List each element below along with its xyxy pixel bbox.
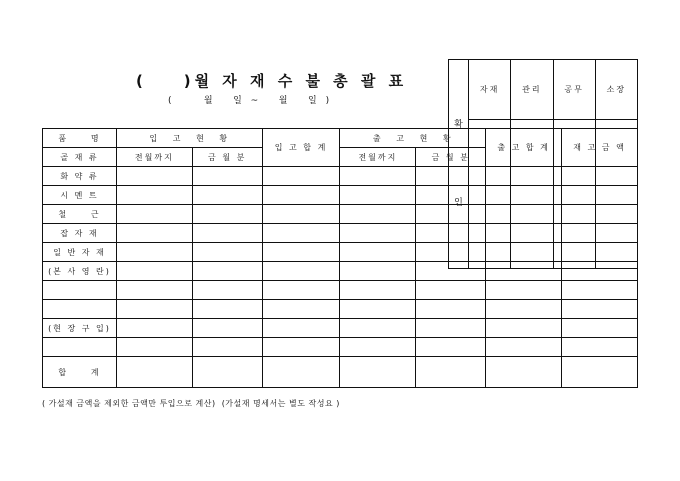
table-cell[interactable]: [416, 319, 486, 338]
form-title: ( )월 자 재 수 불 총 괄 표: [136, 72, 408, 90]
table-cell[interactable]: [116, 186, 192, 205]
table-cell[interactable]: [192, 319, 262, 338]
table-cell[interactable]: [416, 224, 486, 243]
row-label: [43, 300, 117, 319]
table-cell[interactable]: [116, 167, 192, 186]
total-row: [43, 357, 638, 388]
table-cell[interactable]: [562, 300, 638, 319]
incoming-total-header: 입 고 합 계: [262, 129, 340, 167]
row-label: [43, 281, 117, 300]
table-cell[interactable]: [562, 319, 638, 338]
outgoing-prev-month-header: 전월까지: [340, 148, 416, 167]
table-cell[interactable]: [486, 262, 562, 281]
table-cell[interactable]: [416, 357, 486, 388]
table-cell[interactable]: [192, 281, 262, 300]
approver-heading: 공무: [553, 60, 595, 120]
date-range-subtitle: ( 월 일 ~ 월 일 ): [168, 96, 333, 106]
table-cell[interactable]: [262, 205, 340, 224]
table-cell[interactable]: [116, 281, 192, 300]
table-row: [43, 205, 638, 224]
total-label: 합 계: [43, 357, 117, 388]
table-cell[interactable]: [486, 167, 562, 186]
table-cell[interactable]: [262, 262, 340, 281]
ledger-table: [42, 128, 638, 388]
table-cell[interactable]: [340, 319, 416, 338]
approver-heading: 소장: [595, 60, 637, 120]
table-cell[interactable]: [116, 300, 192, 319]
table-cell[interactable]: [562, 186, 638, 205]
table-row: [43, 338, 638, 357]
table-cell[interactable]: [562, 167, 638, 186]
row-label: 철 근: [43, 205, 117, 224]
table-row: [43, 167, 638, 186]
table-cell[interactable]: [262, 243, 340, 262]
table-cell[interactable]: [416, 338, 486, 357]
row-label: (현 장 구 입): [43, 319, 117, 338]
approver-heading: 자재: [469, 60, 511, 120]
table-cell[interactable]: [416, 281, 486, 300]
table-cell[interactable]: [416, 300, 486, 319]
table-cell[interactable]: [192, 300, 262, 319]
table-cell[interactable]: [562, 205, 638, 224]
table-cell[interactable]: [262, 357, 340, 388]
table-cell[interactable]: [340, 300, 416, 319]
incoming-this-month-header: 금 월 분: [192, 148, 262, 167]
table-cell[interactable]: [486, 319, 562, 338]
table-cell[interactable]: [486, 338, 562, 357]
confirm-label: 확 인: [449, 60, 469, 269]
table-body: [43, 167, 638, 357]
row-label: 일 반 자 재: [43, 243, 117, 262]
table-cell[interactable]: [116, 319, 192, 338]
table-cell[interactable]: [116, 357, 192, 388]
table-cell[interactable]: [486, 224, 562, 243]
table-cell[interactable]: [262, 224, 340, 243]
table-cell[interactable]: [340, 243, 416, 262]
table-cell[interactable]: [192, 243, 262, 262]
table-cell[interactable]: [116, 224, 192, 243]
row-label: 화 약 류: [43, 167, 117, 186]
table-cell[interactable]: [486, 357, 562, 388]
table-row: [43, 319, 638, 338]
category-label: 골 재 류: [43, 148, 117, 167]
table-cell[interactable]: [192, 224, 262, 243]
table-row: [43, 281, 638, 300]
table-cell[interactable]: [192, 205, 262, 224]
table-cell[interactable]: [562, 224, 638, 243]
row-label: 잡 자 재: [43, 224, 117, 243]
table-cell[interactable]: [192, 186, 262, 205]
table-cell[interactable]: [562, 338, 638, 357]
table-cell[interactable]: [416, 262, 486, 281]
row-label: (본 사 영 란): [43, 262, 117, 281]
row-label: [43, 338, 117, 357]
outgoing-this-month-header: 금 월 분: [416, 148, 486, 167]
table-cell[interactable]: [486, 281, 562, 300]
table-cell[interactable]: [416, 167, 486, 186]
table-cell[interactable]: [486, 243, 562, 262]
table-cell[interactable]: [262, 338, 340, 357]
table-row: [43, 186, 638, 205]
incoming-prev-month-header: 전월까지: [116, 148, 192, 167]
table-cell[interactable]: [262, 186, 340, 205]
table-cell[interactable]: [340, 205, 416, 224]
table-cell[interactable]: [416, 186, 486, 205]
table-cell[interactable]: [192, 357, 262, 388]
row-label: 시 멘 트: [43, 186, 117, 205]
table-cell[interactable]: [416, 243, 486, 262]
table-cell[interactable]: [562, 357, 638, 388]
table-header-row: [43, 129, 638, 148]
approver-heading: 관리: [511, 60, 553, 120]
table-row: [43, 262, 638, 281]
table-cell[interactable]: [192, 167, 262, 186]
table-cell[interactable]: [116, 243, 192, 262]
table-cell[interactable]: [340, 186, 416, 205]
outgoing-header: 출 고 현 황: [340, 129, 486, 148]
outgoing-total-header: 출 고 합 계: [486, 129, 562, 167]
table-cell[interactable]: [116, 338, 192, 357]
table-row: [43, 224, 638, 243]
table-row: [43, 300, 638, 319]
table-cell[interactable]: [262, 281, 340, 300]
table-cell[interactable]: [340, 262, 416, 281]
table-cell[interactable]: [340, 167, 416, 186]
table-cell[interactable]: [116, 205, 192, 224]
table-cell[interactable]: [562, 243, 638, 262]
table-cell[interactable]: [340, 357, 416, 388]
table-cell[interactable]: [262, 319, 340, 338]
table-cell[interactable]: [416, 205, 486, 224]
table-cell[interactable]: [340, 224, 416, 243]
table-cell[interactable]: [116, 262, 192, 281]
table-cell[interactable]: [192, 338, 262, 357]
footnote: ( 가설재 금액을 제외한 금액만 투입으로 계산) (가설재 명세서는 별도 작성요 ): [42, 399, 340, 408]
table-row: [43, 243, 638, 262]
table-cell[interactable]: [486, 300, 562, 319]
item-header: 품 명: [43, 129, 117, 148]
table-cell[interactable]: [192, 262, 262, 281]
table-cell[interactable]: [262, 300, 340, 319]
table-cell[interactable]: [486, 205, 562, 224]
table-cell[interactable]: [340, 338, 416, 357]
table-cell[interactable]: [340, 281, 416, 300]
table-cell[interactable]: [562, 262, 638, 281]
table-cell[interactable]: [262, 167, 340, 186]
stock-amount-header: 재 고 금 액: [562, 129, 638, 167]
table-cell[interactable]: [486, 186, 562, 205]
table-cell[interactable]: [562, 281, 638, 300]
incoming-header: 입 고 현 황: [116, 129, 262, 148]
